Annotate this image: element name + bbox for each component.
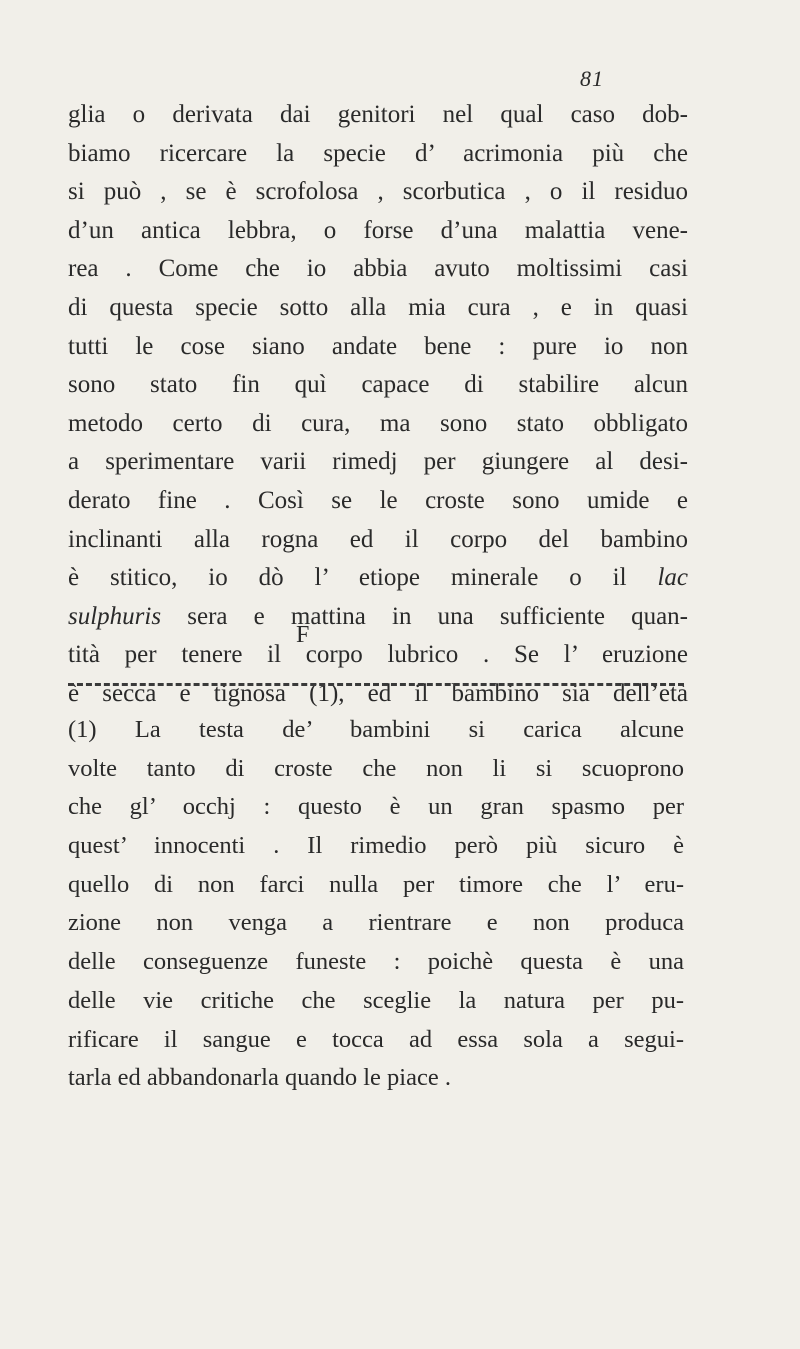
text-line: biamo ricercare la specie d’ acrimonia più che	[68, 139, 688, 167]
signature-mark: F	[296, 622, 311, 648]
italic-word: sulphuris	[68, 602, 162, 630]
text-line: glia o derivata dai genitori nel qual caso dob-	[68, 101, 688, 128]
text-line: è secca e tignosa (1), ed il bambino sia dell’età	[68, 679, 688, 707]
text-line: metodo certo di cura, ma sono stato obbligato	[68, 409, 688, 437]
text-line: inclinanti alla rogna ed il corpo del bambino	[68, 525, 688, 553]
footnote-divider	[68, 683, 684, 686]
text-line-with-italic	[68, 559, 688, 598]
footnote-line: quello di non farci nulla per timore che l’ eru-	[68, 870, 684, 898]
main-text	[68, 96, 688, 714]
text-line: di questa specie sotto alla mia cura , e in quasi	[68, 293, 688, 321]
text-segment: è stitico, io dò l’ etiope minerale o il	[68, 564, 627, 592]
text-line: rea . Come che io abbia avuto moltissimi casi	[68, 255, 688, 283]
footnote-line: (1) La testa de’ bambini si carica alcune	[68, 716, 684, 743]
page-number: 81	[580, 66, 604, 91]
footnote-line: delle conseguenze funeste : poichè questa è una	[68, 948, 684, 976]
footnote-line: tarla ed abbandonarla quando le piace .	[68, 1064, 451, 1092]
italic-word: lac	[657, 564, 689, 592]
text-line: tità per tenere il corpo lubrico . Se l’ eruzione	[68, 641, 688, 669]
footnote-line: che gl’ occhj : questo è un gran spasmo per	[68, 793, 684, 821]
footnote-line: delle vie critiche che sceglie la natura per pu-	[68, 986, 684, 1014]
text-segment: sera e mattina in una sufficiente quan-	[187, 602, 688, 630]
text-line: a sperimentare varii rimedj per giungere al desi-	[68, 448, 688, 476]
footnote-line: zione non venga a rientrare e non produca	[68, 909, 684, 937]
text-line-with-italic	[68, 598, 688, 637]
text-line: d’un antica lebbra, o forse d’una malattia vene-	[68, 216, 688, 244]
footnote-line: quest’ innocenti . Il rimedio però più sicuro è	[68, 832, 684, 860]
text-line: sono stato fin quì capace di stabilire alcun	[68, 371, 688, 399]
text-line: si può , se è scrofolosa , scorbutica , o il residuo	[68, 178, 688, 206]
text-line: tutti le cose siano andate bene : pure io non	[68, 332, 688, 360]
footnote-line: rificare il sangue e tocca ad essa sola a segui-	[68, 1025, 684, 1053]
footnote-line: volte tanto di croste che non li si scuoprono	[68, 754, 684, 782]
footnote	[68, 711, 684, 1098]
text-line: derato fine . Così se le croste sono umide e	[68, 486, 688, 514]
